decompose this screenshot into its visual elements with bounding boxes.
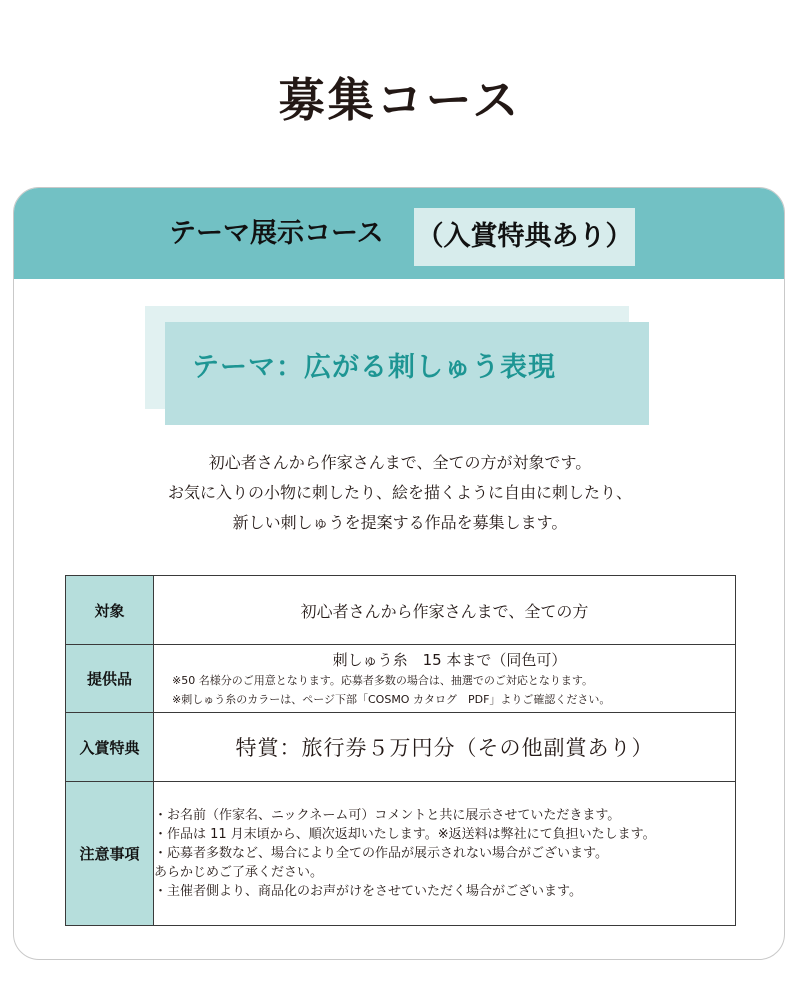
table-row-target — [66, 576, 736, 645]
details-table — [65, 575, 736, 926]
table-row-notes — [66, 782, 736, 926]
notes-label: 注意事項 — [66, 782, 154, 926]
course-header — [14, 188, 784, 279]
notes-item: ・主催者側より、商品化のお声がけをさせていただく場合がございます。 — [154, 884, 582, 899]
supply-cell — [154, 645, 736, 713]
theme-heading: テーマ：広がる刺しゅう表現 — [192, 352, 556, 383]
intro-line: お気に入りの小物に刺したり、絵を描くように自由に刺したり、 — [167, 483, 632, 502]
course-card — [13, 187, 785, 960]
notes-item: ・お名前（作家名、ニックネーム可）コメントと共に展示させていただきます。 — [154, 808, 621, 823]
intro-line: 初心者さんから作家さんまで、全ての方が対象です。 — [208, 453, 592, 472]
notes-item: ・作品は 11 月末頃から、順次返却いたします。※返送料は弊社にて負担いたします。 — [154, 827, 656, 842]
target-label: 対象 — [66, 576, 154, 645]
target-value: 初心者さんから作家さんまで、全ての方 — [154, 576, 736, 645]
course-suffix: （入賞特典あり） — [414, 208, 635, 266]
notes-cell — [154, 782, 736, 926]
course-title: テーマ展示コース — [169, 218, 384, 249]
notes-item: あらかじめご了承ください。 — [154, 865, 324, 880]
intro-line: 新しい刺しゅうを提案する作品を募集します。 — [232, 513, 568, 532]
page-title: 募集コース — [278, 73, 522, 127]
supply-value: 刺しゅう糸 15 本まで（同色可） — [332, 650, 567, 669]
supply-note: ※50 名様分のご用意となります。応募者多数の場合は、抽選でのご対応となります。 — [172, 673, 593, 687]
supply-note: ※刺しゅう糸のカラーは、ページ下部「COSMO カタログ PDF」よりご確認ください。 — [172, 692, 611, 706]
award-label: 入賞特典 — [66, 713, 154, 782]
table-row-supply — [66, 645, 736, 713]
table-row-award — [66, 713, 736, 782]
notes-item: ・応募者多数など、場合により全ての作品が展示されない場合がございます。 — [154, 846, 608, 861]
supply-label: 提供品 — [66, 645, 154, 713]
award-value: 特賞：旅行券５万円分（その他副賞あり） — [154, 713, 736, 782]
intro-text — [14, 448, 785, 538]
